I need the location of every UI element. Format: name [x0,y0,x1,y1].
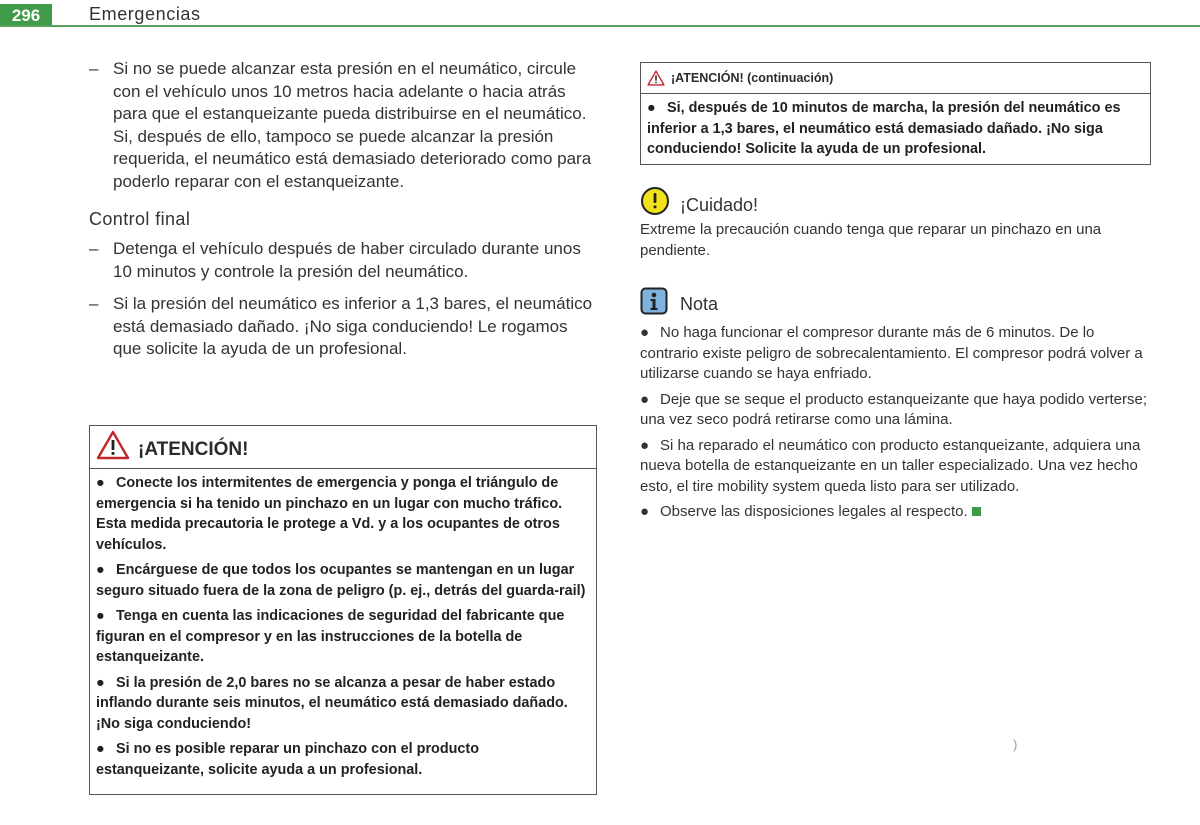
list-item-text: Si no se puede alcanzar esta presión en el neumático, circule con el vehículo unos 10 metros hacia adelante o hacia atrás para que el estanqueizante pueda distribuirse en el neumático. Si, después de ello, tampoco se puede alcanzar la presión requerida, el neumático está demasiado deteriorado como para poderlo reparar con el estanqueizante. [113,59,592,191]
header-rule [0,25,1200,27]
warning-item: ● Si la presión de 2,0 bares no se alcanza a pesar de haber estado inflando durante seis minutos, el neumático está demasiado dañado. ¡No siga conduciendo! [96,674,568,732]
warning-triangle-icon [647,70,665,86]
dash-marker: – [89,59,99,78]
warning-continued-item: ● Si, después de 10 minutos de marcha, la presión del neumático es inferior a 1,3 bares, el neumático está demasiado dañado. ¡No siga conduciendo! Solicite la ayuda de un profesional. [647,100,1121,157]
info-icon [640,287,668,315]
note-item: ● Deje que se seque el producto estanqueizante que haya podido verterse; una vez seco podrá retirarse como una lámina. [640,390,1148,428]
warning-title: ¡ATENCIÓN! [138,439,249,460]
note-item: ● No haga funcionar el compresor durante más de 6 minutos. De lo contrario existe peligro de sobrecalentamiento. El compresor podrá volver a utilizarse cuando se haya enfriado. [640,324,1143,382]
list-item-text: Detenga el vehículo después de haber circulado durante unos 10 minutos y controle la presión del neumático. [113,239,581,281]
warning-continued-box [640,62,1151,165]
dash-marker: – [89,239,99,258]
section-end-marker [972,507,981,516]
note-item: ● Observe las disposiciones legales al respecto. [640,502,1152,523]
note-title: Nota [680,294,719,314]
warning-continued-title: ¡ATENCIÓN! (continuación) [671,71,834,85]
chapter-title: Emergencias [89,4,201,24]
warning-triangle-icon [96,430,130,465]
caution-heading [640,186,1152,216]
dash-marker: – [89,294,99,313]
warning-item: ● Si no es posible reparar un pinchazo con el producto estanqueizante, solicite ayuda a un profesional. [96,741,480,778]
right-column [640,186,1152,528]
caution-text: Extreme la precaución cuando tenga que reparar un pinchazo en una pendiente. [640,221,1102,259]
caution-exclamation-icon [640,186,670,216]
warning-box [89,425,597,795]
list-item-text: Si la presión del neumático es inferior a 1,3 bares, el neumático está demasiado dañado. ¡No siga conduciendo! Le rogamos que solicite la ayuda de un profesional. [113,294,593,358]
section-title: Control final [89,209,191,229]
note-heading [640,287,1152,315]
note-item: ● Si ha reparado el neumático con producto estanqueizante, adquiera una nueva botella de estanqueizante en un taller especializado. Una vez hecho esto, el tire mobility system queda listo para ser utilizado. [640,436,1141,495]
page-number: 296 [0,4,52,27]
warning-item: ● Tenga en cuenta las indicaciones de seguridad del fabricante que figuran en el compresor y en las instrucciones de la botella de estanqueizante. [96,608,565,665]
list-item [89,58,599,193]
list-item [89,293,599,361]
warning-item: ● Encárguese de que todos los ocupantes se mantengan en un lugar seguro situado fuera de la zona de peligro (p. ej., detrás del guarda-rail) [96,562,586,599]
note-list [640,323,1152,523]
warning-continued-header [641,63,1150,94]
stray-mark: ) [1013,737,1018,752]
caution-title: ¡Cuidado! [680,195,759,215]
warning-item: ● Conecte los intermitentes de emergencia y ponga el triángulo de emergencia si ha tenido un pinchazo en un lugar con mucho tráfico. Esta medida precautoria le protege a Vd. y a los ocupantes de otros vehículos. [96,475,563,553]
warning-body [90,469,596,780]
warning-header [90,426,596,469]
left-column [89,58,599,361]
list-item [89,238,599,283]
